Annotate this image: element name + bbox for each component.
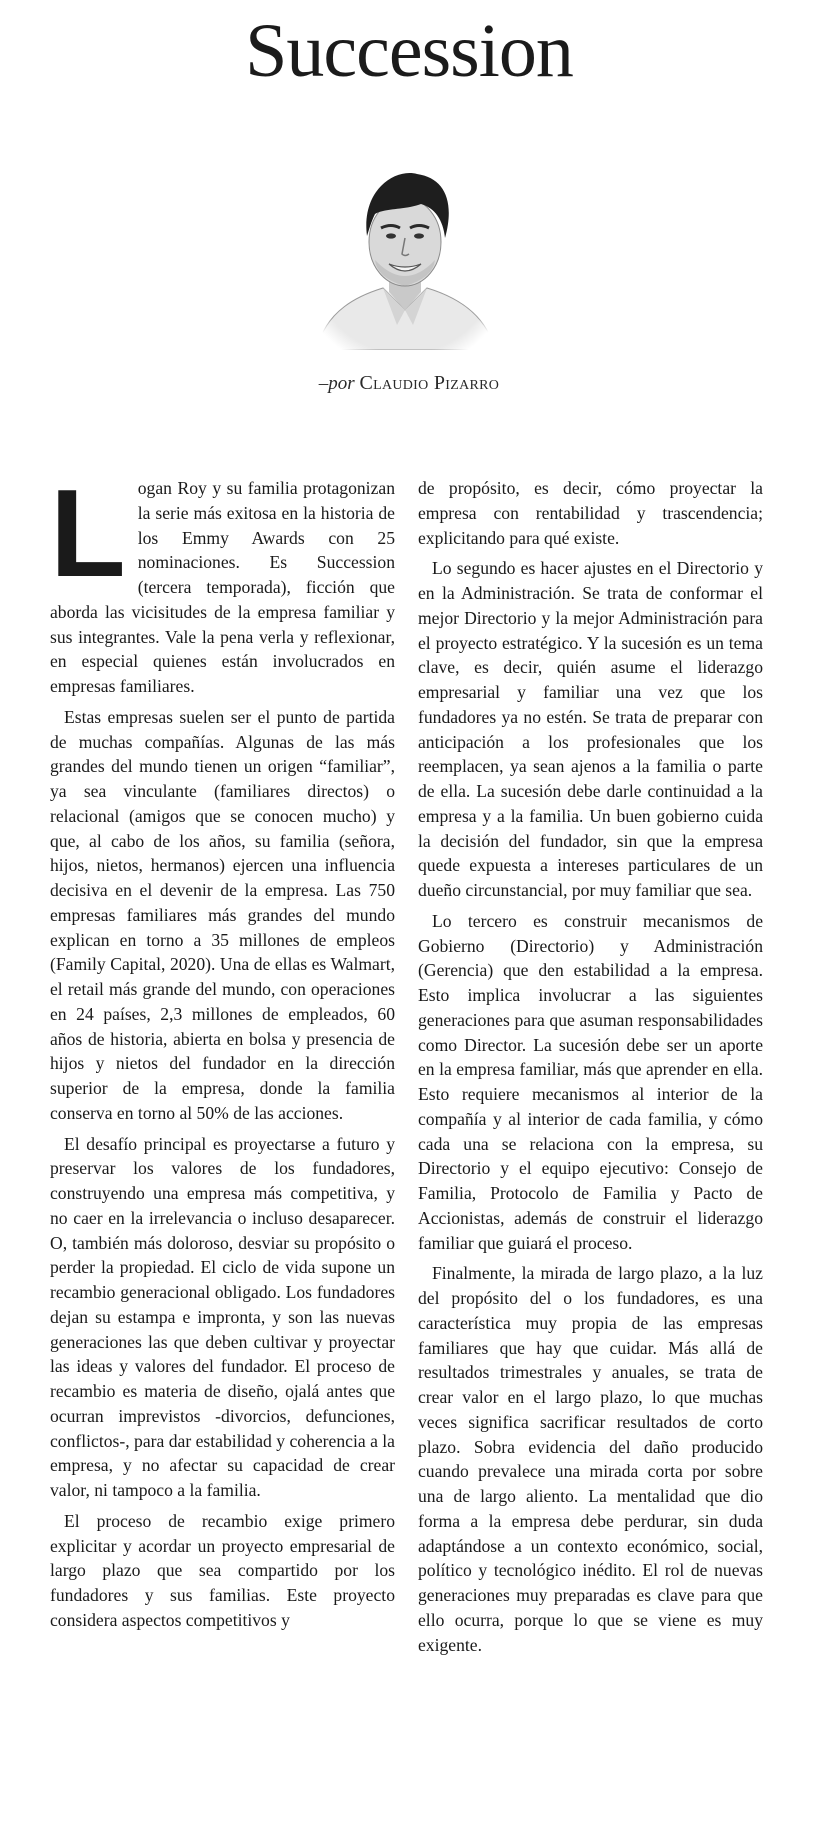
article-title: Succession bbox=[245, 9, 573, 93]
paragraph: Estas empresas suelen ser el punto de partida de muchas compañías. Algunas de las más grandes del mundo tienen un origen “familiar”, ya sea vinculante (familiares directos) o relacional (amigos que se conocen mucho) y que, al cabo de los años, su familia (señora, hijos, nietos, hermanos) ejercen una influencia decisiva en el devenir de la empresa. Las 750 empresas familiares más grandes del mundo explican en torno a 35 millones de empleos (Family Capital, 2020). Una de ellas es Walmart, el retail más grande del mundo, con operaciones en 24 países, 2,3 millones de empleados, 60 años de historia, abierta en bolsa y presencia de hijos y nietos del fundador en la dirección superior de la empresa, donde la familia conserva en torno al 50% de las acciones. bbox=[50, 706, 395, 1123]
author-name: Claudio Pizarro bbox=[359, 372, 500, 394]
author-portrait bbox=[305, 150, 505, 350]
paragraph: Finalmente, la mirada de largo plazo, a la luz del propósito del o los fundadores, es una característica muy propia de las empresas familiares que hay que cuidar. Más allá de resultados trimestrales y anuales, se trata de crear valor en el largo plazo, lo que muchas veces significa sacrificar resultados de corto plazo. Sobra evidencia del daño producido cuando prevalece una mirada corta por sobre una de largo aliento. La mentalidad que dio forma a la empresa debe perdurar, sin duda adaptándose a un contexto económico, social, político y tecnológico inédito. El rol de nuevas generaciones muy preparadas es clave para que ello ocurra, porque lo que se viene es muy exigente. bbox=[418, 1263, 763, 1655]
article-column-right bbox=[418, 476, 763, 1663]
paragraph-text: ogan Roy y su familia protagonizan la serie más exitosa en la historia de los Emmy Awards con 25 nominaciones. Es Succession (tercera temporada), ficción que aborda las vicisitudes de la empresa familiar y sus integrantes. Vale la pena verla y reflexionar, en especial quienes están involucrados en empresas familiares. bbox=[50, 478, 395, 696]
paragraph bbox=[50, 465, 395, 699]
drop-cap: L bbox=[50, 465, 126, 603]
paragraph: El proceso de recambio exige primero explicitar y acordar un proyecto empresarial de largo plazo que sea compartido por los fundadores y sus familias. Este proyecto considera aspectos competitivos y bbox=[50, 1510, 395, 1630]
byline-prefix: –por bbox=[318, 373, 355, 394]
paragraph: El desafío principal es proyectarse a futuro y preservar los valores de los fundadores, construyendo una empresa más competitiva, y no caer en la irrelevancia o incluso desaparecer. O, también más doloroso, desviar su propósito o perder la propiedad. El ciclo de vida supone un recambio generacional obligado. Los fundadores dejan su estampa e impronta, y son las nuevas generaciones las que deben cultivar y proyectar las ideas y valores del fundador. El proceso de recambio es materia de diseño, ojalá antes que ocurran imprevistos -divorcios, defunciones, conflictos-, para dar estabilidad y coherencia a la empresa, y no afectar su capacidad de crear valor, ni tampoco a la familia. bbox=[50, 1133, 395, 1500]
paragraph: Lo segundo es hacer ajustes en el Directorio y en la Administración. Se trata de conformar el mejor Directorio y la mejor Administración para el proyecto estratégico. Y la sucesión es un tema clave, es decir, quién asume el liderazgo empresarial y familiar una vez que los fundadores ya no estén. Se trata de preparar con anticipación a los profesionales que los reemplacen, ya sean ajenos a la familia o parte de ella. La sucesión debe darle continuidad a la empresa y a la familia. Un buen gobierno cuida la decisión del fundador, sin que la empresa quede expuesta a intereses particulares de un dueño circunstancial, por muy familiar que sea. bbox=[418, 558, 763, 900]
paragraph: de propósito, es decir, cómo proyectar la empresa con rentabilidad y trascendencia; explicitando para qué existe. bbox=[418, 478, 763, 548]
byline bbox=[0, 372, 818, 395]
article-column-left bbox=[50, 465, 395, 1639]
paragraph: Lo tercero es construir mecanismos de Gobierno (Directorio) y Administración (Gerencia) que den estabilidad a la empresa. Esto implica involucrar a las siguientes generaciones para que asuman responsabilidades como Director. La sucesión debe ser un aporte en la empresa familiar, más que aprender en ella. Esto requiere mecanismos al interior de la compañía y al interior de cada familia, y cómo cada una se relaciona con la empresa, su Directorio y el equipo ejecutivo: Consejo de Familia, Protocolo de Familia y Pacto de Accionistas, además de construir el liderazgo familiar que guiará el proceso. bbox=[418, 910, 763, 1253]
